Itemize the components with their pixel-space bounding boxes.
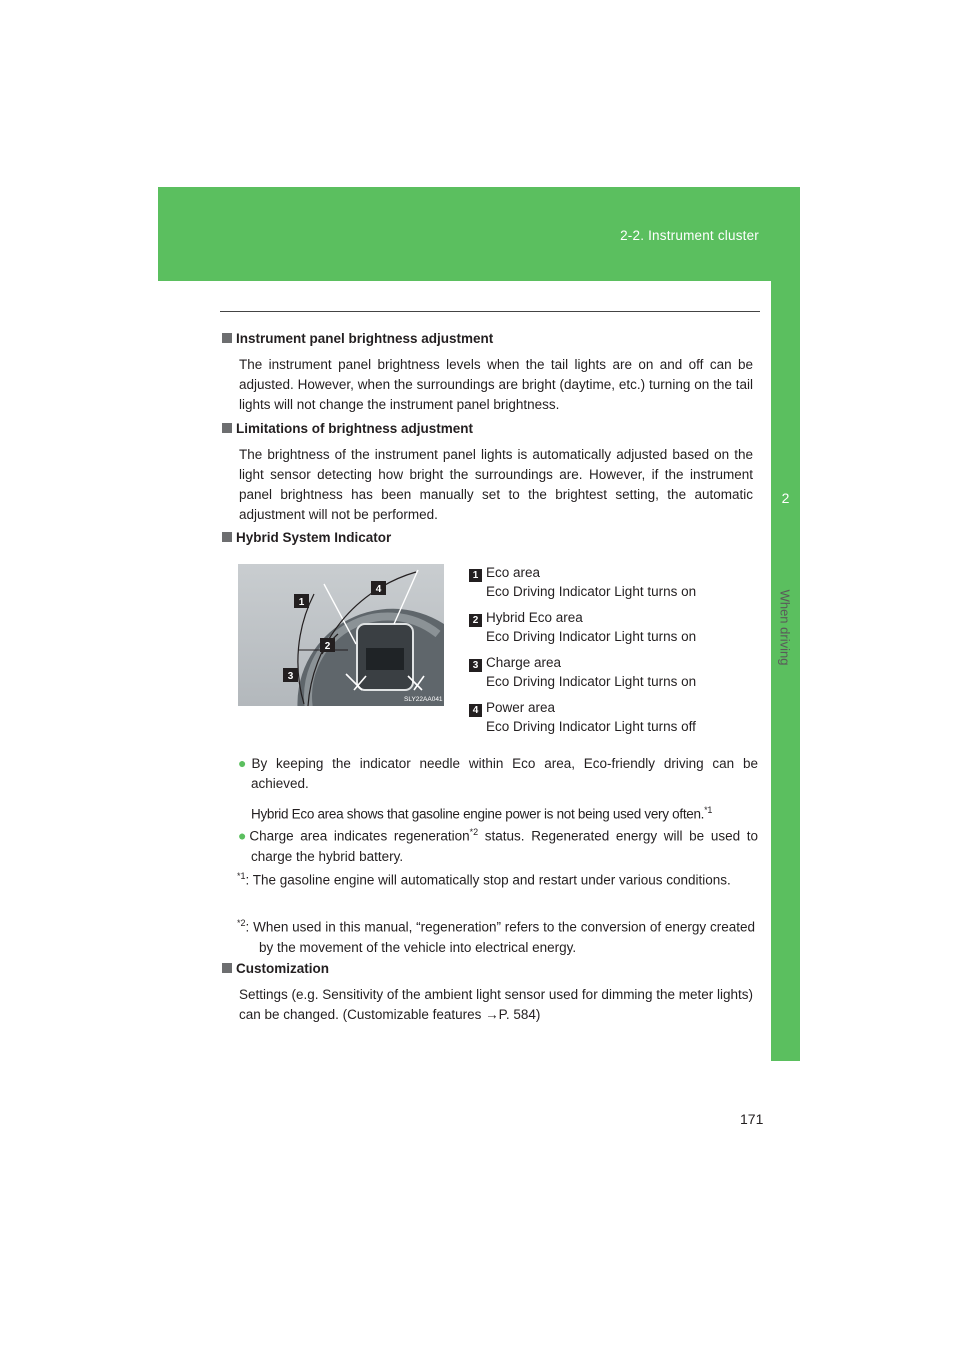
- heading-hybrid-indicator: Hybrid System Indicator: [222, 530, 391, 545]
- bullet-eco-driving: ●By keeping the indicator needle within Eco area, Eco-friendly driving can be achieved. Hybrid Eco area shows that gasoline engine power is not being used very often.$^{*1}$: [238, 755, 758, 822]
- heading-brightness-limitations: Limitations of brightness adjustment: [222, 421, 473, 436]
- number-badge: 4: [469, 704, 482, 717]
- number-badge: 3: [469, 659, 482, 672]
- legend-item-hybrid-eco-area: 2 Hybrid Eco area Eco Driving Indicator Light turns on: [469, 608, 696, 646]
- svg-text:4: 4: [375, 584, 382, 595]
- square-bullet-icon: [222, 963, 232, 973]
- chapter-label: [768, 575, 804, 685]
- svg-text:3: 3: [287, 671, 294, 682]
- page-number: 171: [740, 1111, 764, 1127]
- footnote-2: $^{*2}$: When used in this manual, “regeneration” refers to the conversion of energy created by the movement of the vehicle into electrical energy.: [237, 918, 755, 955]
- bullet-charge-area: ●Charge area indicates regeneration$^{*2}$ status. Regenerated energy will be used to charge the hybrid battery.: [238, 827, 758, 864]
- paragraph-brightness-limitations: The brightness of the instrument panel lights is automatically adjusted based on the light sensor detecting how bright the surroundings are. However, if the instrument panel brightness has been manually set to the brightest setting, the automatic adjustment will not be performed.: [239, 447, 753, 522]
- figure-code: SLY22AA041: [404, 696, 443, 703]
- hybrid-indicator-illustration: [238, 564, 444, 706]
- circle-bullet-icon: ●: [238, 755, 252, 771]
- square-bullet-icon: [222, 532, 232, 542]
- legend-item-eco-area: 1 Eco area Eco Driving Indicator Light turns on: [469, 563, 696, 601]
- chapter-label-text: When driving: [777, 589, 793, 666]
- section-title: 2-2. Instrument cluster: [620, 228, 759, 243]
- square-bullet-icon: [222, 423, 232, 433]
- legend-item-charge-area: 3 Charge area Eco Driving Indicator Light turns on: [469, 653, 696, 691]
- paragraph-brightness-adjustment: The instrument panel brightness levels when the tail lights are on and off can be adjusted. However, when the surroundings are bright (daytime, etc.) turning on the tail lights will not change the instrument panel brightness.: [239, 357, 753, 412]
- footnote-1: $^{*1}$: The gasoline engine will automatically stop and restart under various conditions.: [237, 871, 731, 888]
- header-band: [158, 187, 800, 281]
- number-badge: 2: [469, 614, 482, 627]
- square-bullet-icon: [222, 333, 232, 343]
- chapter-number: 2: [781, 490, 790, 506]
- paragraph-customization: Settings (e.g. Sensitivity of the ambient light sensor used for dimming the meter lights) can be changed. (Customizable features →P. 584): [239, 987, 753, 1022]
- divider: [220, 311, 760, 312]
- heading-brightness-adjustment: Instrument panel brightness adjustment: [222, 331, 493, 346]
- circle-bullet-icon: ●: [238, 827, 250, 844]
- svg-text:1: 1: [298, 597, 305, 608]
- heading-customization: Customization: [222, 961, 329, 976]
- svg-text:2: 2: [324, 641, 331, 652]
- number-badge: 1: [469, 569, 482, 582]
- legend-item-power-area: 4 Power area Eco Driving Indicator Light turns off: [469, 698, 696, 736]
